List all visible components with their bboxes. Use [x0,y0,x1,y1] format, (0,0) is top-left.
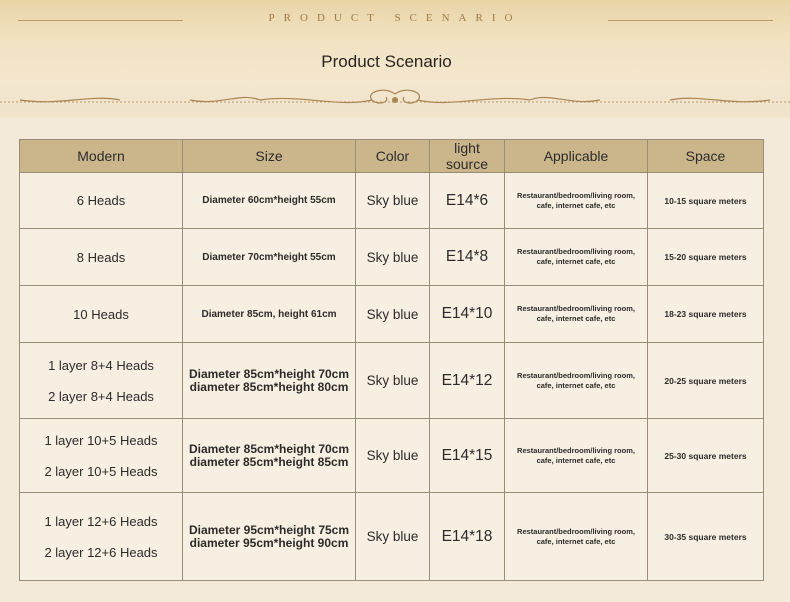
model-name: 1 layer 8+4 Heads [48,357,154,373]
applicable-cell: Restaurant/bedroom/living room, cafe, internet cafe, etc [505,343,648,419]
model-name: 6 Heads [76,193,126,208]
color-cell: Sky blue [356,229,430,286]
color-cell: Sky blue [356,493,430,581]
space-cell: 18-23 square meters [648,286,764,343]
model-name: 1 layer 12+6 Heads [44,513,158,529]
size-cell: Diameter 85cm, height 61cm [183,286,356,343]
table-row [20,343,764,419]
color-cell: Sky blue [356,173,430,229]
model-name: 2 layer 8+4 Heads [48,388,154,404]
size-cell: Diameter 85cm*height 70cm diameter 85cm*height 80cm [183,343,356,419]
header-banner [0,0,790,118]
banner-subtitle: PRODUCT SCENARIO [268,12,522,24]
color-cell: Sky blue [356,343,430,419]
col-header-light-source: light source [430,140,505,173]
applicable-cell: Restaurant/bedroom/living room, cafe, internet cafe, etc [505,493,648,581]
model-cell [20,173,183,229]
applicable-cell: Restaurant/bedroom/living room, cafe, internet cafe, etc [505,286,648,343]
table-row [20,229,764,286]
table-row [20,493,764,581]
col-header-applicable: Applicable [505,140,648,173]
size-cell: Diameter 70cm*height 55cm [183,229,356,286]
model-cell [20,286,183,343]
col-header-modern: Modern [20,140,183,173]
model-name: 8 Heads [76,249,126,265]
size-cell: Diameter 95cm*height 75cm diameter 95cm*height 90cm [183,493,356,581]
model-name: 2 layer 12+6 Heads [44,544,158,560]
space-cell: 15-20 square meters [648,229,764,286]
model-cell [20,343,183,419]
color-cell: Sky blue [356,419,430,493]
col-header-space: Space [648,140,764,173]
space-cell: 20-25 square meters [648,343,764,419]
applicable-cell: Restaurant/bedroom/living room, cafe, internet cafe, etc [505,229,648,286]
table-header-row [20,140,764,173]
model-name: 1 layer 10+5 Heads [44,432,158,448]
applicable-cell: Restaurant/bedroom/living room, cafe, internet cafe, etc [505,173,648,229]
col-header-size: Size [183,140,356,173]
product-spec-table [19,139,764,581]
light-source-cell: E14*8 [430,229,505,286]
model-name: 10 Heads [73,306,129,322]
page-title: Product Scenario [321,52,452,71]
model-cell [20,229,183,286]
space-cell: 10-15 square meters [648,173,764,229]
light-source-cell: E14*6 [430,173,505,229]
color-cell: Sky blue [356,286,430,343]
model-cell [20,419,183,493]
light-source-cell: E14*10 [430,286,505,343]
size-cell: Diameter 60cm*height 55cm [183,173,356,229]
light-source-cell: E14*12 [430,343,505,419]
space-cell: 25-30 square meters [648,419,764,493]
applicable-cell: Restaurant/bedroom/living room, cafe, internet cafe, etc [505,419,648,493]
col-header-color: Color [356,140,430,173]
light-source-cell: E14*18 [430,493,505,581]
light-source-cell: E14*15 [430,419,505,493]
model-name: 2 layer 10+5 Heads [44,463,158,479]
space-cell: 30-35 square meters [648,493,764,581]
table-row [20,419,764,493]
table-row [20,173,764,229]
model-cell [20,493,183,581]
size-cell: Diameter 85cm*height 70cm diameter 85cm*height 85cm [183,419,356,493]
table-row [20,286,764,343]
ornament-divider-icon [0,88,790,112]
